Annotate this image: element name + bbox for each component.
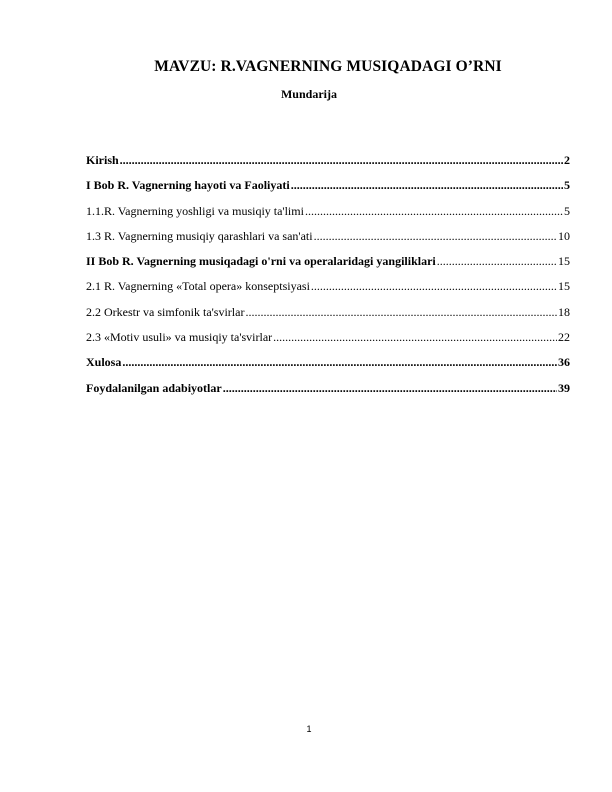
toc-entry-xulosa[interactable] (86, 355, 570, 380)
toc-entry-page: 15 (558, 254, 570, 269)
toc-dot-leader (120, 153, 563, 168)
toc-entry-label: Foydalanilgan adabiyotlar (86, 380, 222, 395)
toc-entry-references[interactable] (86, 381, 570, 406)
toc-entry-chapter-2[interactable] (86, 254, 570, 279)
toc-dot-leader (437, 254, 557, 269)
toc-entry-label (86, 254, 436, 269)
toc-entry-page: 5 (564, 203, 570, 218)
page-number: 1 (306, 724, 312, 734)
toc-dot-leader (314, 229, 557, 244)
toc-entry-page: 5 (564, 178, 570, 193)
toc-entry-page: 22 (558, 330, 570, 345)
toc-entry-label: 2.1 R. Vagnerning «Total opera» konseptsiyasi (86, 279, 310, 294)
document-title: MAVZU: R.VAGNERNING MUSIQADAGI O’RNI (154, 58, 502, 75)
toc-entry-page: 2 (564, 153, 570, 167)
toc-dot-leader (311, 279, 557, 294)
toc-entry-page: 39 (558, 380, 570, 395)
toc-entry-label-bold: II Bob R. Vagnerning musiqadagi o'rni va operalaridagi yangiliklari (86, 254, 436, 269)
toc-entry-kirish[interactable] (86, 153, 570, 178)
toc-dot-leader (223, 381, 557, 396)
toc-dot-leader (291, 178, 563, 193)
toc-entry-section-1-3[interactable] (86, 229, 570, 254)
toc-dot-leader (305, 204, 563, 219)
toc-heading: Mundarija (280, 87, 337, 101)
toc-entry-section-2-1[interactable] (86, 279, 570, 304)
toc-entry-label: Kirish (86, 153, 119, 167)
toc-entry-section-2-3[interactable] (86, 330, 570, 355)
toc-entry-page: 18 (558, 304, 570, 319)
toc-dot-leader (273, 330, 557, 345)
toc-entry-page: 15 (558, 279, 570, 294)
table-of-contents (86, 153, 570, 406)
toc-entry-label: 1.3 R. Vagnerning musiqiy qarashlari va san'ati (86, 228, 313, 243)
toc-entry-label: 2.3 «Motiv usuli» va musiqiy ta'svirlar (86, 330, 273, 345)
toc-entry-section-1-1[interactable] (86, 204, 570, 229)
toc-entry-label: Xulosa (86, 355, 122, 370)
toc-entry-chapter-1[interactable] (86, 178, 570, 203)
toc-entry-label: 1.1.R. Vagnerning yoshligi va musiqiy ta'limi (86, 203, 304, 218)
toc-entry-label: 2.2 Orkestr va simfonik ta'svirlar (86, 304, 245, 319)
toc-entry-label: I Bob R. Vagnerning hayoti va Faoliyati (86, 178, 290, 193)
toc-entry-page: 36 (558, 355, 570, 370)
toc-dot-leader (245, 305, 557, 320)
toc-dot-leader (122, 355, 557, 370)
toc-entry-section-2-2[interactable] (86, 305, 570, 330)
toc-entry-page: 10 (558, 228, 570, 243)
